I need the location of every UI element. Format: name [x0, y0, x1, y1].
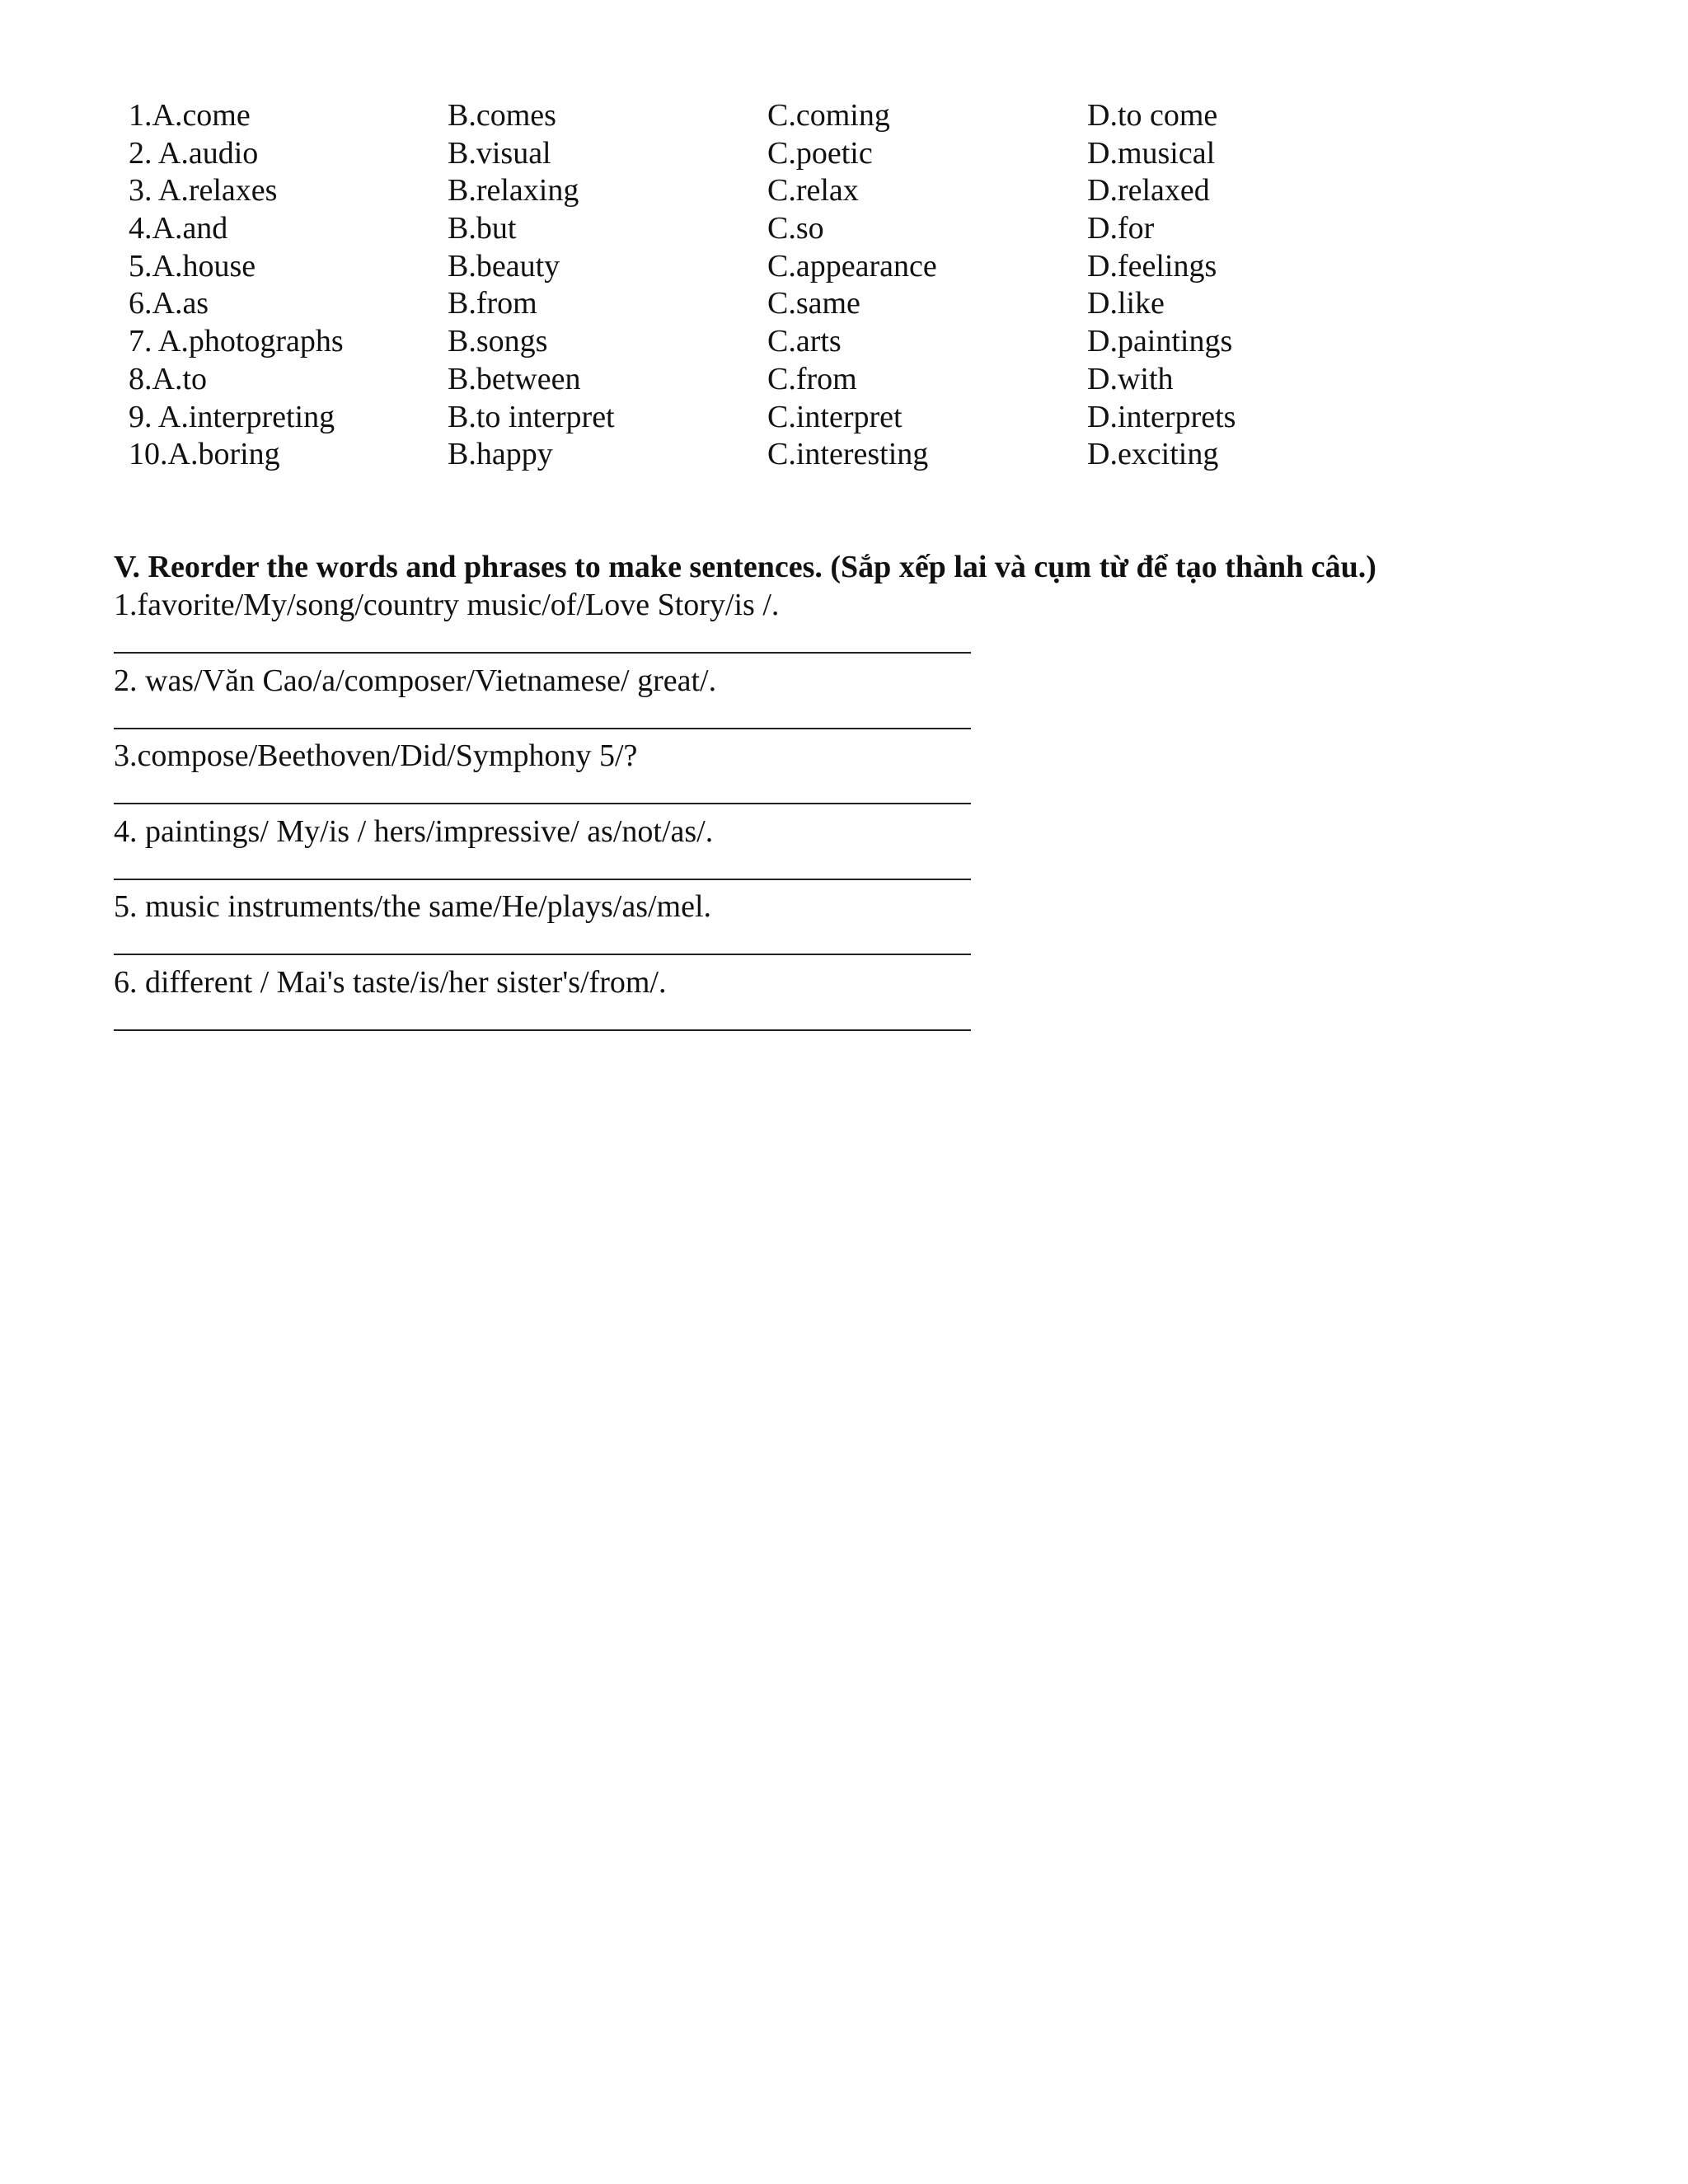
- option-row-8: [129, 361, 1282, 399]
- option-a: 5.A.house: [129, 248, 256, 284]
- option-a: 6.A.as: [129, 286, 209, 321]
- option-b: B.from: [448, 286, 537, 321]
- answer-options-list: [129, 97, 1282, 474]
- answer-line[interactable]: [114, 954, 971, 955]
- option-a: 1.A.come: [129, 98, 251, 133]
- option-a: 7. A.photographs: [129, 324, 344, 359]
- option-row-7: [129, 323, 1282, 361]
- option-a: 4.A.and: [129, 211, 228, 246]
- question-text: 6. different / Mai's taste/is/her sister's/from/.: [114, 964, 667, 1000]
- option-c: C.so: [767, 211, 824, 246]
- option-a: 9. A.interpreting: [129, 399, 335, 434]
- question-text: 4. paintings/ My/is / hers/impressive/ as/not/as/.: [114, 813, 714, 849]
- option-b: B.relaxing: [448, 173, 579, 209]
- option-row-4: [129, 210, 1282, 248]
- option-row-6: [129, 285, 1282, 323]
- option-b: B.comes: [448, 98, 556, 133]
- option-b: B.but: [448, 211, 517, 246]
- option-c: C.appearance: [767, 248, 937, 284]
- option-d: D.with: [1087, 361, 1174, 396]
- option-a: 2. A.audio: [129, 135, 259, 171]
- option-c: C.poetic: [767, 135, 873, 171]
- option-row-9: [129, 399, 1282, 437]
- option-row-10: [129, 436, 1282, 474]
- question-text: 5. music instruments/the same/He/plays/as/mel.: [114, 889, 712, 924]
- option-d: D.like: [1087, 286, 1165, 321]
- answer-line[interactable]: [114, 803, 971, 804]
- option-b: B.visual: [448, 135, 551, 171]
- option-d: D.for: [1087, 211, 1155, 246]
- question-text: 3.compose/Beethoven/Did/Symphony 5/?: [114, 738, 638, 773]
- option-c: C.interesting: [767, 437, 929, 472]
- option-d: D.relaxed: [1087, 173, 1210, 209]
- question-item-4: [114, 813, 971, 888]
- option-a: 10.A.boring: [129, 437, 280, 472]
- option-d: D.paintings: [1087, 324, 1233, 359]
- question-item-5: [114, 888, 971, 963]
- option-a: 3. A.relaxes: [129, 173, 278, 209]
- question-text: 1.favorite/My/song/country music/of/Love Story/is /.: [114, 588, 780, 622]
- option-row-2: [129, 135, 1282, 173]
- option-c: C.relax: [767, 173, 859, 209]
- option-row-5: [129, 248, 1282, 286]
- section-v-reorder: [114, 548, 1647, 1038]
- option-d: D.musical: [1087, 135, 1216, 171]
- option-c: C.same: [767, 286, 860, 321]
- question-item-3: [114, 737, 971, 813]
- option-b: B.songs: [448, 324, 548, 359]
- option-c: C.coming: [767, 98, 890, 133]
- option-d: D.feelings: [1087, 248, 1217, 284]
- option-c: C.from: [767, 361, 857, 396]
- option-d: D.interprets: [1087, 399, 1236, 434]
- option-b: B.to interpret: [448, 399, 615, 434]
- option-b: B.between: [448, 361, 581, 396]
- answer-line[interactable]: [114, 728, 971, 729]
- answer-line[interactable]: [114, 1029, 971, 1031]
- option-b: B.happy: [448, 437, 553, 472]
- question-item-1: [114, 586, 971, 662]
- option-b: B.beauty: [448, 248, 560, 284]
- option-d: D.exciting: [1087, 437, 1219, 472]
- section-heading: V. Reorder the words and phrases to make sentences. (Sắp xếp lai và cụm từ để tạo thành câu.): [114, 550, 1376, 584]
- option-row-1: [129, 97, 1282, 135]
- option-c: C.arts: [767, 324, 842, 359]
- question-text: 2. was/Văn Cao/a/composer/Vietnamese/ great/.: [114, 663, 717, 698]
- answer-line[interactable]: [114, 879, 971, 880]
- option-c: C.interpret: [767, 399, 903, 434]
- option-a: 8.A.to: [129, 361, 207, 396]
- question-item-2: [114, 662, 971, 738]
- question-item-6: [114, 963, 971, 1039]
- option-row-3: [129, 172, 1282, 210]
- answer-line[interactable]: [114, 652, 971, 654]
- option-d: D.to come: [1087, 98, 1218, 133]
